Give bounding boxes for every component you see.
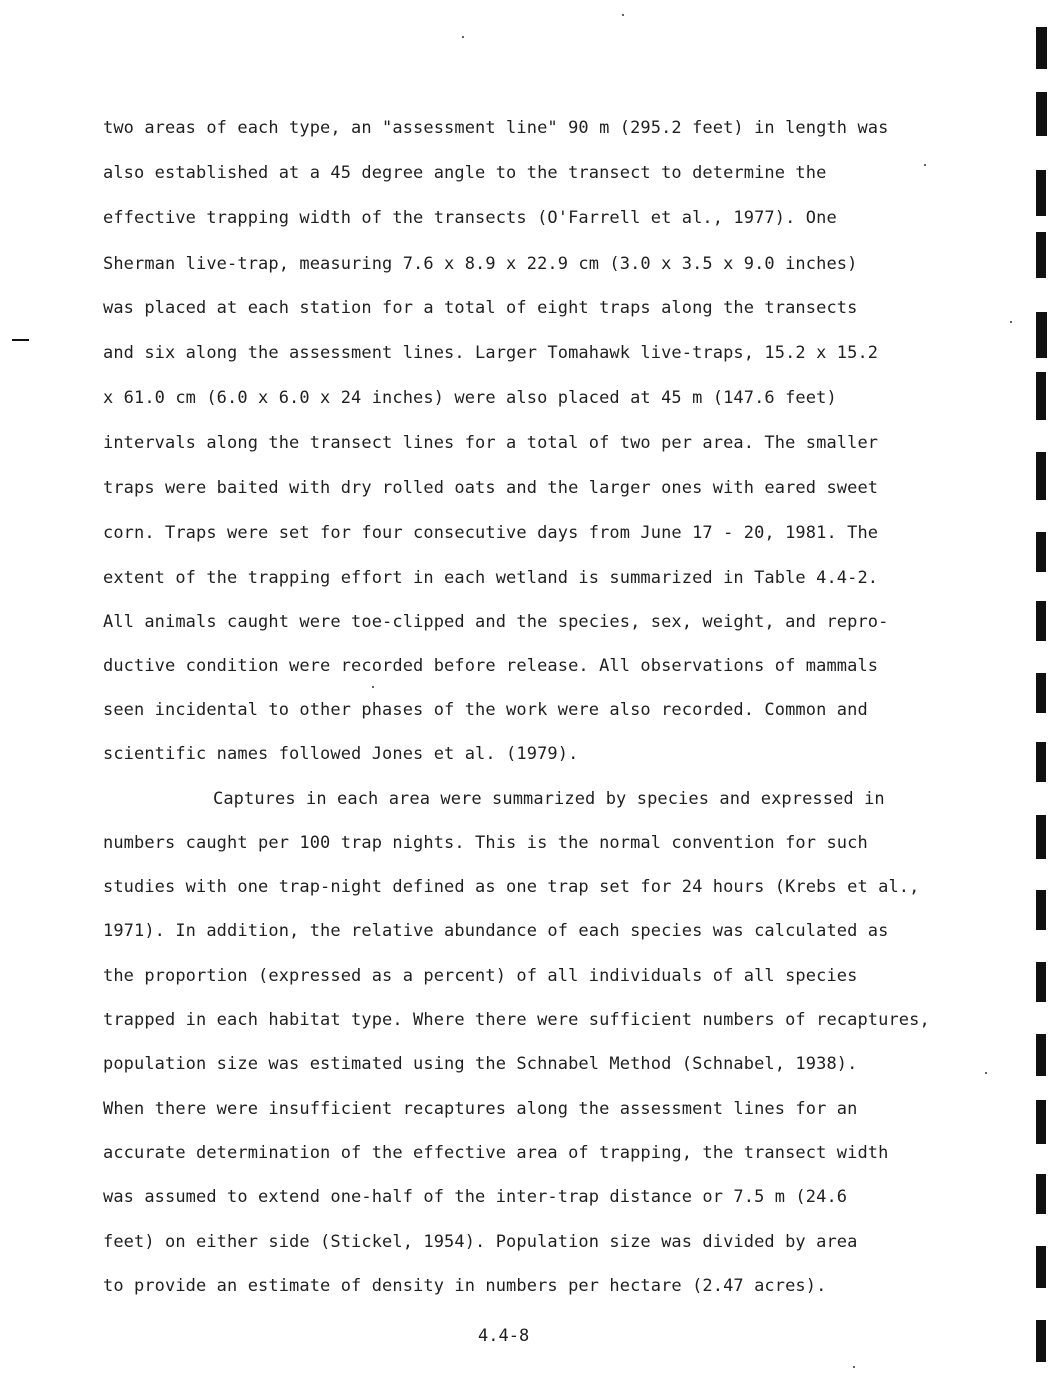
scan-speck [462,36,464,38]
scan-mark [1036,532,1046,572]
scan-mark [1036,742,1046,782]
scan-mark [1036,452,1046,500]
scan-mark [1036,372,1046,420]
text-line: numbers caught per 100 trap nights. This is the normal convention for such [103,833,868,853]
scan-mark [1036,1174,1046,1214]
scan-speck [622,14,624,16]
text-line: x 61.0 cm (6.0 x 6.0 x 24 inches) were also placed at 45 m (147.6 feet) [103,388,837,408]
scan-mark [1036,890,1046,930]
text-line: accurate determination of the effective area of trapping, the transect width [103,1143,889,1163]
scan-mark [1036,1246,1046,1288]
scan-speck [985,1072,987,1074]
text-line: also established at a 45 degree angle to the transect to determine the [103,163,827,183]
text-line: seen incidental to other phases of the work were also recorded. Common and [103,700,868,720]
scan-mark [1036,1100,1046,1144]
scan-mark [1036,1320,1046,1362]
scan-mark [1036,232,1046,278]
text-line: to provide an estimate of density in numbers per hectare (2.47 acres). [103,1276,827,1296]
text-line: Captures in each area were summarized by species and expressed in [213,789,885,809]
text-line: feet) on either side (Stickel, 1954). Population size was divided by area [103,1232,858,1252]
text-line: two areas of each type, an "assessment line" 90 m (295.2 feet) in length was [103,118,889,138]
scan-mark [1036,815,1046,859]
scan-speck [12,339,29,341]
text-line: studies with one trap-night defined as one trap set for 24 hours (Krebs et al., [103,877,920,897]
text-line: Sherman live-trap, measuring 7.6 x 8.9 x 22.9 cm (3.0 x 3.5 x 9.0 inches) [103,254,858,274]
text-line: and six along the assessment lines. Larger Tomahawk live-traps, 15.2 x 15.2 [103,343,879,363]
scan-speck [924,164,926,166]
text-line: effective trapping width of the transects (O'Farrell et al., 1977). One [103,208,837,228]
text-line: trapped in each habitat type. Where there were sufficient numbers of recaptures, [103,1010,930,1030]
text-line: intervals along the transect lines for a total of two per area. The smaller [103,433,879,453]
scan-mark [1036,601,1046,641]
scan-mark [1036,962,1046,1002]
scan-speck [853,1366,855,1368]
text-line: the proportion (expressed as a percent) of all individuals of all species [103,966,858,986]
text-line: extent of the trapping effort in each wetland is summarized in Table 4.4-2. [103,568,879,588]
text-line: population size was estimated using the Schnabel Method (Schnabel, 1938). [103,1054,858,1074]
scan-mark [1036,673,1046,713]
scan-mark [1036,170,1046,216]
text-line: ductive condition were recorded before release. All observations of mammals [103,656,879,676]
page-number: 4.4-8 [478,1326,530,1346]
text-line: was assumed to extend one-half of the inter-trap distance or 7.5 m (24.6 [103,1187,848,1207]
scan-mark [1036,92,1047,136]
text-line: When there were insufficient recaptures along the assessment lines for an [103,1099,858,1119]
text-line: corn. Traps were set for four consecutive days from June 17 - 20, 1981. The [103,523,879,543]
scan-mark [1036,312,1047,358]
text-line: was placed at each station for a total of eight traps along the transects [103,298,858,318]
text-line: 1971). In addition, the relative abundance of each species was calculated as [103,921,889,941]
scan-mark [1036,1034,1046,1076]
scan-speck [1010,321,1012,323]
text-line: traps were baited with dry rolled oats and the larger ones with eared sweet [103,478,879,498]
scan-speck [372,686,374,688]
text-line: scientific names followed Jones et al. (1979). [103,744,579,764]
scan-mark [1036,27,1047,69]
text-line: All animals caught were toe-clipped and the species, sex, weight, and repro- [103,612,889,632]
